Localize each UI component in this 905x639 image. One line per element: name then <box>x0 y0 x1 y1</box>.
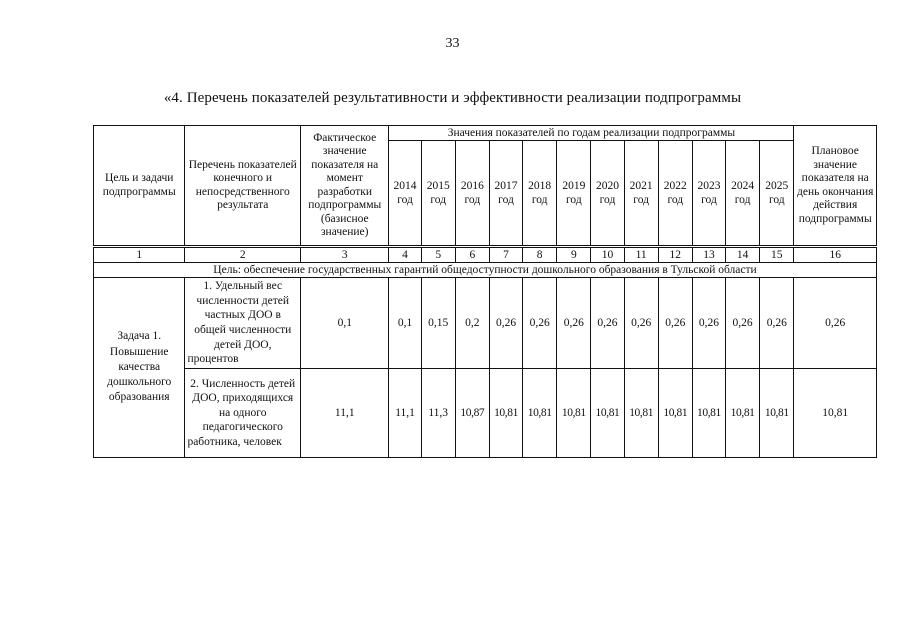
year-word: год <box>531 194 548 206</box>
header-indicators: Перечень показателей конечного и непосредственного результата <box>185 126 301 247</box>
year-number: 2020 <box>595 180 619 192</box>
header-year-2023 <box>692 141 725 247</box>
column-number: 2 <box>185 247 301 263</box>
year-word: год <box>430 194 447 206</box>
column-number: 16 <box>794 247 877 263</box>
column-number: 1 <box>94 247 185 263</box>
year-number: 2014 <box>393 180 417 192</box>
column-number: 9 <box>557 247 591 263</box>
year-value: 10,81 <box>760 369 794 458</box>
header-year-2017 <box>489 141 522 247</box>
header-year-2014 <box>389 141 421 247</box>
column-number: 6 <box>455 247 489 263</box>
column-number: 11 <box>624 247 658 263</box>
year-value: 11,1 <box>389 369 421 458</box>
header-year-2022 <box>658 141 692 247</box>
year-number: 2024 <box>731 180 755 192</box>
document-title: «4. Перечень показателей результативности и эффективности реализации подпрограммы <box>163 90 742 106</box>
planned-value: 0,26 <box>794 278 877 369</box>
year-value: 0,26 <box>726 278 760 369</box>
year-word: год <box>633 194 649 206</box>
column-number: 5 <box>421 247 455 263</box>
year-number: 2022 <box>663 180 687 192</box>
year-value: 10,81 <box>692 369 725 458</box>
actual-value: 11,1 <box>301 369 389 458</box>
column-number: 4 <box>389 247 421 263</box>
table-row <box>94 278 877 369</box>
year-value: 10,81 <box>489 369 522 458</box>
year-value: 0,26 <box>760 278 794 369</box>
year-number: 2023 <box>697 180 721 192</box>
indicators-table <box>93 125 877 458</box>
header-year-2015 <box>421 141 455 247</box>
year-value: 11,3 <box>421 369 455 458</box>
year-word: год <box>397 194 413 206</box>
year-value: 0,2 <box>455 278 489 369</box>
year-value: 0,26 <box>591 278 624 369</box>
year-word: год <box>565 194 582 206</box>
year-value: 10,81 <box>557 369 591 458</box>
actual-value: 0,1 <box>301 278 389 369</box>
column-number: 10 <box>591 247 624 263</box>
goal-row <box>94 263 877 278</box>
column-number: 3 <box>301 247 389 263</box>
year-value: 0,26 <box>557 278 591 369</box>
year-value: 10,87 <box>455 369 489 458</box>
year-number: 2017 <box>494 180 518 192</box>
year-number: 2015 <box>426 180 450 192</box>
year-number: 2025 <box>765 180 789 192</box>
column-number: 7 <box>489 247 522 263</box>
year-number: 2018 <box>528 180 552 192</box>
column-number: 12 <box>658 247 692 263</box>
header-values-by-year: Значения показателей по годам реализации подпрограммы <box>389 126 794 141</box>
header-year-2020 <box>591 141 624 247</box>
year-word: год <box>498 194 514 206</box>
year-value: 10,81 <box>523 369 557 458</box>
year-value: 10,81 <box>591 369 624 458</box>
indicator-name: 1. Удельный вес численности детей частных ДОО в общей численности детей ДОО, процентов <box>185 278 301 369</box>
year-number: 2021 <box>629 180 653 192</box>
task-cell: Задача 1. Повышение качества дошкольного образования <box>94 278 185 458</box>
year-value: 0,26 <box>658 278 692 369</box>
year-word: год <box>701 194 717 206</box>
year-word: год <box>768 194 785 206</box>
column-number: 13 <box>692 247 725 263</box>
year-word: год <box>734 194 751 206</box>
header-goal-tasks: Цель и задачи подпрограммы <box>94 126 185 247</box>
year-value: 0,26 <box>624 278 658 369</box>
year-value: 10,81 <box>726 369 760 458</box>
column-number: 15 <box>760 247 794 263</box>
page-number: 33 <box>445 36 460 51</box>
header-year-2025 <box>760 141 794 247</box>
goal-text: Цель: обеспечение государственных гарантий общедоступности дошкольного образования в Тульской области <box>94 263 877 278</box>
header-actual-value: Фактическое значение показателя на момент разработки подпрограммы (базисное значение) <box>301 126 389 247</box>
year-value: 0,26 <box>523 278 557 369</box>
year-value: 0,26 <box>692 278 725 369</box>
column-number: 8 <box>523 247 557 263</box>
year-word: год <box>667 194 684 206</box>
header-row <box>94 126 877 141</box>
year-number: 2019 <box>562 180 586 192</box>
indicator-name: 2. Численность детей ДОО, приходящихся на одного педагогического работника, человек <box>185 369 301 458</box>
table-row <box>94 369 877 458</box>
year-value: 0,26 <box>489 278 522 369</box>
year-value: 10,81 <box>624 369 658 458</box>
column-numbers-row <box>94 247 877 263</box>
header-year-2021 <box>624 141 658 247</box>
year-value: 0,15 <box>421 278 455 369</box>
year-number: 2016 <box>460 180 484 192</box>
year-word: год <box>464 194 481 206</box>
year-value: 0,1 <box>389 278 421 369</box>
header-year-2019 <box>557 141 591 247</box>
header-planned-value: Плановое значение показателя на день окончания действия подпрограммы <box>794 126 877 247</box>
year-value: 10,81 <box>658 369 692 458</box>
year-word: год <box>599 194 616 206</box>
header-year-2016 <box>455 141 489 247</box>
planned-value: 10,81 <box>794 369 877 458</box>
header-year-2018 <box>523 141 557 247</box>
header-year-2024 <box>726 141 760 247</box>
column-number: 14 <box>726 247 760 263</box>
